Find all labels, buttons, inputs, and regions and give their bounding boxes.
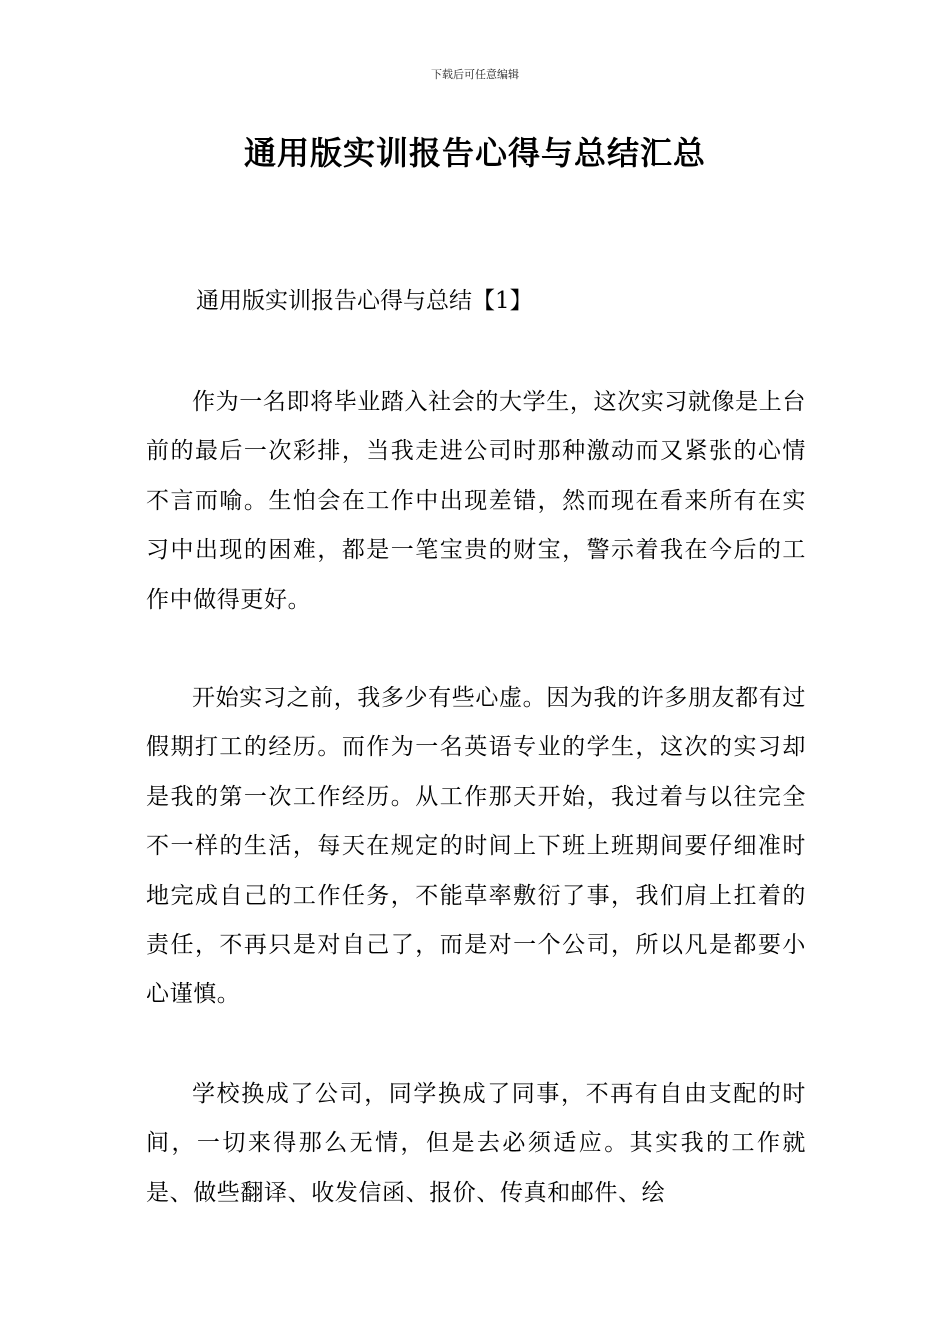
header-note: 下载后可任意编辑 xyxy=(431,68,519,81)
paragraph-1: 作为一名即将毕业踏入社会的大学生，这次实习就像是上台前的最后一次彩排，当我走进公司时那种激动而又紧张的心情不言而喻。生怕会在工作中出现差错，然而现在看来所有在实习中出现的困难，都是一笔宝贵的财宝，警示着我在今后的工作中做得更好。 xyxy=(146,389,806,613)
paragraph-3: 学校换成了公司，同学换成了同事，不再有自由支配的时间，一切来得那么无情，但是去必须适应。其实我的工作就是、做些翻译、收发信函、报价、传真和邮件、绘 xyxy=(146,1081,806,1206)
section-heading: 通用版实训报告心得与总结【1】 xyxy=(196,288,533,314)
document-title: 通用版实训报告心得与总结汇总 xyxy=(243,134,706,172)
paragraph-2: 开始实习之前，我多少有些心虚。因为我的许多朋友都有过假期打工的经历。而作为一名英语专业的学生，这次的实习却是我的第一次工作经历。从工作那天开始，我过着与以往完全不一样的生活，每天在规定的时间上下班上班期间要仔细准时地完成自己的工作任务，不能草率敷衍了事，我们肩上扛着的责任，不再只是对自己了，而是对一个公司，所以凡是都要小心谨慎。 xyxy=(146,685,806,1008)
